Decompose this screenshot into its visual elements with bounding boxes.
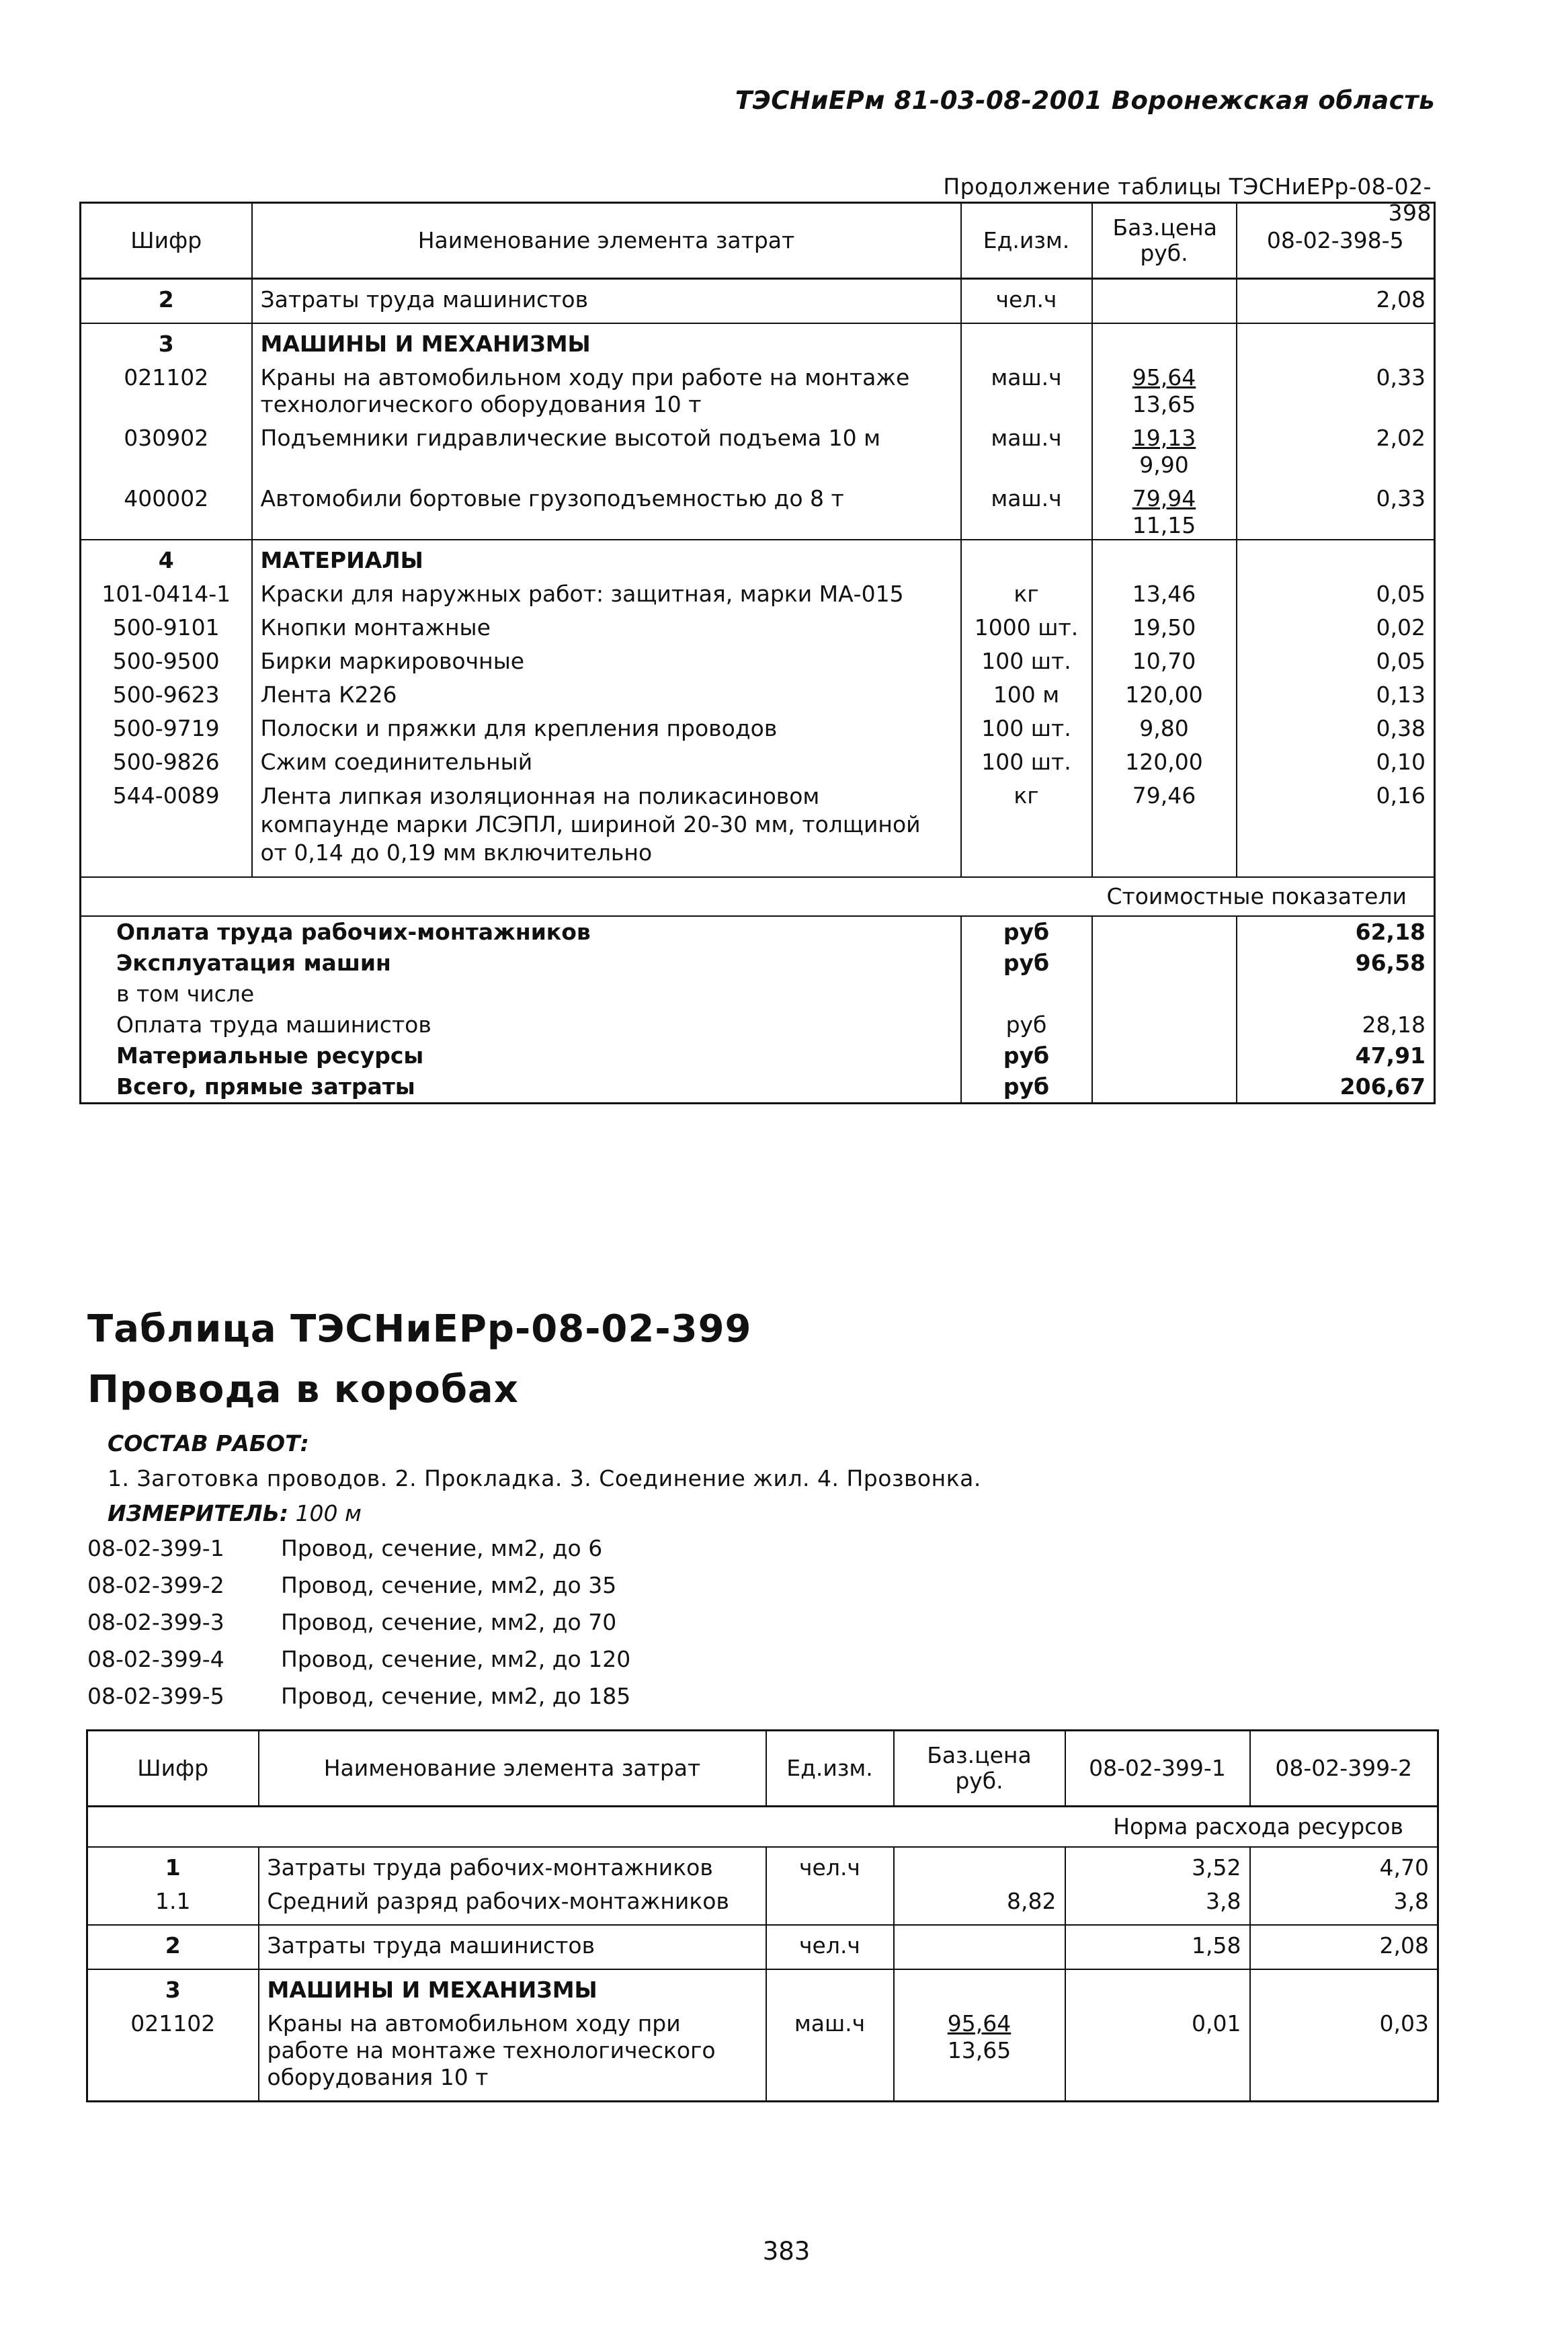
row-name: Подъемники гидравлические высотой подъема 10 м [252, 418, 961, 479]
price-wage: 13,65 [947, 2037, 1012, 2063]
row-name: Средний разряд рабочих-монтажников [259, 1881, 766, 1925]
price-wage: 13,65 [1132, 391, 1196, 417]
header-col1: 08-02-399-1 [1065, 1731, 1250, 1807]
table-row [81, 708, 1435, 742]
row-code: 021102 [87, 2004, 259, 2102]
measure-unit [108, 1500, 362, 1526]
cost-unit: руб [961, 948, 1092, 979]
row-name: Затраты труда машинистов [252, 279, 961, 324]
cost-row [81, 979, 1435, 1010]
table-header-row [81, 203, 1435, 279]
variant-text: Провод, сечение, мм2, до 120 [281, 1646, 631, 1672]
table-row [87, 1847, 1438, 1881]
list-item [87, 1604, 630, 1641]
row-value-2: 0,03 [1250, 2004, 1438, 2102]
row-code: 021102 [81, 358, 252, 418]
row-price: 10,70 [1092, 641, 1237, 675]
row-price: 120,00 [1092, 675, 1237, 708]
variant-text: Провод, сечение, мм2, до 6 [281, 1535, 603, 1561]
page-number: 383 [762, 2237, 811, 2266]
row-value: 0,02 [1237, 608, 1435, 641]
row-value: 2,08 [1237, 279, 1435, 324]
variant-code: 08-02-399-2 [87, 1572, 224, 1598]
cost-name: в том числе [81, 979, 961, 1010]
cost-value: 47,91 [1237, 1040, 1435, 1071]
table-header-row [87, 1731, 1438, 1807]
row-unit: 100 м [961, 675, 1092, 708]
row-code: 030902 [81, 418, 252, 479]
row-price: 8,82 [894, 1881, 1065, 1925]
row-unit: маш.ч [766, 2004, 894, 2102]
header-price: Баз.цена руб. [894, 1731, 1065, 1807]
section-heading: МАШИНЫ И МЕХАНИЗМЫ [252, 323, 961, 358]
row-code: 2 [81, 279, 252, 324]
cost-unit: руб [961, 1010, 1092, 1040]
cost-title: Стоимостные показатели [81, 877, 1435, 916]
row-value: 0,05 [1237, 574, 1435, 608]
section-heading: МАТЕРИАЛЫ [252, 540, 961, 574]
row-unit: чел.ч [766, 1925, 894, 1969]
section-heading: МАШИНЫ И МЕХАНИЗМЫ [259, 1969, 766, 2004]
row-code: 1 [87, 1847, 259, 1881]
header-value: 08-02-398-5 [1237, 203, 1435, 279]
row-unit: 1000 шт. [961, 608, 1092, 641]
table-row [81, 675, 1435, 708]
row-value: 0,16 [1237, 776, 1435, 877]
work-composition-text: 1. Заготовка проводов. 2. Прокладка. 3. Соединение жил. 4. Прозвонка. [108, 1465, 981, 1491]
row-value-2: 4,70 [1250, 1847, 1438, 1881]
cost-unit [961, 979, 1092, 1010]
row-value-1: 1,58 [1065, 1925, 1250, 1969]
row-price [894, 1925, 1065, 1969]
variant-code: 08-02-399-3 [87, 1609, 224, 1635]
row-price [1092, 479, 1237, 540]
table-row [81, 574, 1435, 608]
row-unit: 100 шт. [961, 742, 1092, 776]
row-value: 0,10 [1237, 742, 1435, 776]
row-value-1: 0,01 [1065, 2004, 1250, 2102]
cost-name: Всего, прямые затраты [81, 1071, 961, 1104]
cost-row [81, 948, 1435, 979]
table-subtitle: Провода в коробах [87, 1368, 519, 1411]
header-unit: Ед.изм. [961, 203, 1092, 279]
cost-value: 28,18 [1237, 1010, 1435, 1040]
row-code: 1.1 [87, 1881, 259, 1925]
row-price [1092, 358, 1237, 418]
row-code: 544-0089 [81, 776, 252, 877]
price-base: 19,13 [1132, 425, 1196, 451]
row-unit: маш.ч [961, 418, 1092, 479]
row-name: Полоски и пряжки для крепления проводов [252, 708, 961, 742]
list-item [87, 1567, 630, 1604]
cost-unit: руб [961, 916, 1092, 948]
row-price: 19,50 [1092, 608, 1237, 641]
row-price: 13,46 [1092, 574, 1237, 608]
cost-row [81, 1040, 1435, 1071]
header-name: Наименование элемента затрат [259, 1731, 766, 1807]
row-code: 500-9500 [81, 641, 252, 675]
header-col2: 08-02-399-2 [1250, 1731, 1438, 1807]
row-unit: кг [961, 776, 1092, 877]
work-composition-label: СОСТАВ РАБОТ: [108, 1430, 309, 1456]
row-value-1: 3,52 [1065, 1847, 1250, 1881]
row-value: 0,38 [1237, 708, 1435, 742]
measure-label: ИЗМЕРИТЕЛЬ: [108, 1500, 289, 1526]
row-code: 400002 [81, 479, 252, 540]
row-value-2: 2,08 [1250, 1925, 1438, 1969]
row-price [894, 2004, 1065, 2102]
row-code: 3 [81, 323, 252, 358]
table-row [81, 358, 1435, 418]
table-row [81, 608, 1435, 641]
row-unit: чел.ч [961, 279, 1092, 324]
row-code: 500-9719 [81, 708, 252, 742]
norm-title-row [87, 1807, 1438, 1848]
row-value-1: 3,8 [1065, 1881, 1250, 1925]
norm-title: Норма расхода ресурсов [87, 1807, 1438, 1848]
row-price: 79,46 [1092, 776, 1237, 877]
row-name: Бирки маркировочные [252, 641, 961, 675]
list-item [87, 1530, 630, 1567]
row-unit: маш.ч [961, 479, 1092, 540]
variant-text: Провод, сечение, мм2, до 35 [281, 1572, 617, 1598]
row-price: 9,80 [1092, 708, 1237, 742]
cost-name: Оплата труда машинистов [81, 1010, 961, 1040]
row-code: 2 [87, 1925, 259, 1969]
table-row [87, 1925, 1438, 1969]
table-row [81, 323, 1435, 358]
variant-code: 08-02-399-4 [87, 1646, 224, 1672]
row-name: Затраты труда машинистов [259, 1925, 766, 1969]
row-name: Краны на автомобильном ходу при работе на монтаже технологического оборудования 10 т [252, 358, 961, 418]
cost-unit: руб [961, 1040, 1092, 1071]
row-value: 0,33 [1237, 358, 1435, 418]
cost-row [81, 1071, 1435, 1104]
table-08-02-399 [86, 1729, 1439, 2102]
header-price: Баз.цена руб. [1092, 203, 1237, 279]
header-code: Шифр [81, 203, 252, 279]
cost-row [81, 916, 1435, 948]
row-name: Автомобили бортовые грузоподъемностью до 8 т [252, 479, 961, 540]
running-header: ТЭСНиЕРм 81-03-08-2001 Воронежская область [735, 86, 1435, 115]
row-unit [766, 1881, 894, 1925]
row-price [1092, 279, 1237, 324]
row-value: 0,05 [1237, 641, 1435, 675]
price-base: 79,94 [1132, 485, 1196, 511]
table-row [81, 540, 1435, 574]
continuation-caption: Продолжение таблицы ТЭСНиЕРр-08-02-398 [943, 173, 1432, 226]
variant-list [87, 1530, 630, 1715]
cost-name: Эксплуатация машин [81, 948, 961, 979]
row-code: 4 [81, 540, 252, 574]
row-price [894, 1847, 1065, 1881]
cost-name: Материальные ресурсы [81, 1040, 961, 1071]
table-row [81, 742, 1435, 776]
variant-code: 08-02-399-5 [87, 1683, 224, 1709]
row-name: Кнопки монтажные [252, 608, 961, 641]
list-item [87, 1641, 630, 1678]
variant-text: Провод, сечение, мм2, до 185 [281, 1683, 631, 1709]
price-wage: 9,90 [1139, 452, 1189, 478]
row-unit: кг [961, 574, 1092, 608]
row-value: 0,33 [1237, 479, 1435, 540]
row-value: 2,02 [1237, 418, 1435, 479]
price-base: 95,64 [947, 2010, 1012, 2037]
header-unit: Ед.изм. [766, 1731, 894, 1807]
header-code: Шифр [87, 1731, 259, 1807]
row-name: Сжим соединительный [252, 742, 961, 776]
cost-unit: руб [961, 1071, 1092, 1104]
list-item [87, 1678, 630, 1715]
cost-value [1237, 979, 1435, 1010]
row-code: 500-9101 [81, 608, 252, 641]
row-name: Краски для наружных работ: защитная, марки МА-015 [252, 574, 961, 608]
row-unit: чел.ч [766, 1847, 894, 1881]
cost-value: 62,18 [1237, 916, 1435, 948]
row-unit: 100 шт. [961, 641, 1092, 675]
row-value: 0,13 [1237, 675, 1435, 708]
table-row [87, 2004, 1438, 2102]
table-08-02-398 [79, 202, 1436, 1104]
cost-title-row [81, 877, 1435, 916]
row-code: 101-0414-1 [81, 574, 252, 608]
cost-value: 96,58 [1237, 948, 1435, 979]
price-base: 95,64 [1132, 364, 1196, 390]
variant-text: Провод, сечение, мм2, до 70 [281, 1609, 617, 1635]
cost-value: 206,67 [1237, 1071, 1435, 1104]
table-row [81, 641, 1435, 675]
row-price [1092, 418, 1237, 479]
cost-name: Оплата труда рабочих-монтажников [81, 916, 961, 948]
table-row [87, 1881, 1438, 1925]
row-name: Краны на автомобильном ходу при работе на монтаже технологического оборудования 10 т [259, 2004, 766, 2102]
row-unit: 100 шт. [961, 708, 1092, 742]
row-code: 3 [87, 1969, 259, 2004]
row-unit: маш.ч [961, 358, 1092, 418]
table-row [81, 479, 1435, 540]
measure-value: 100 м [295, 1500, 362, 1526]
table-title: Таблица ТЭСНиЕРр-08-02-399 [87, 1307, 752, 1351]
row-name: Лента К226 [252, 675, 961, 708]
row-name: Лента липкая изоляционная на поликасиновом компаунде марки ЛСЭПЛ, шириной 20-30 мм, толщиной от 0,14 до 0,19 мм включительно [252, 776, 961, 877]
header-name: Наименование элемента затрат [252, 203, 961, 279]
variant-code: 08-02-399-1 [87, 1535, 224, 1561]
row-price: 120,00 [1092, 742, 1237, 776]
table-row [81, 279, 1435, 324]
table-row [81, 418, 1435, 479]
cost-row [81, 1010, 1435, 1040]
row-name: Затраты труда рабочих-монтажников [259, 1847, 766, 1881]
table-row [81, 776, 1435, 877]
table-row [87, 1969, 1438, 2004]
row-code: 500-9623 [81, 675, 252, 708]
price-wage: 11,15 [1132, 512, 1196, 538]
row-value-2: 3,8 [1250, 1881, 1438, 1925]
row-code: 500-9826 [81, 742, 252, 776]
